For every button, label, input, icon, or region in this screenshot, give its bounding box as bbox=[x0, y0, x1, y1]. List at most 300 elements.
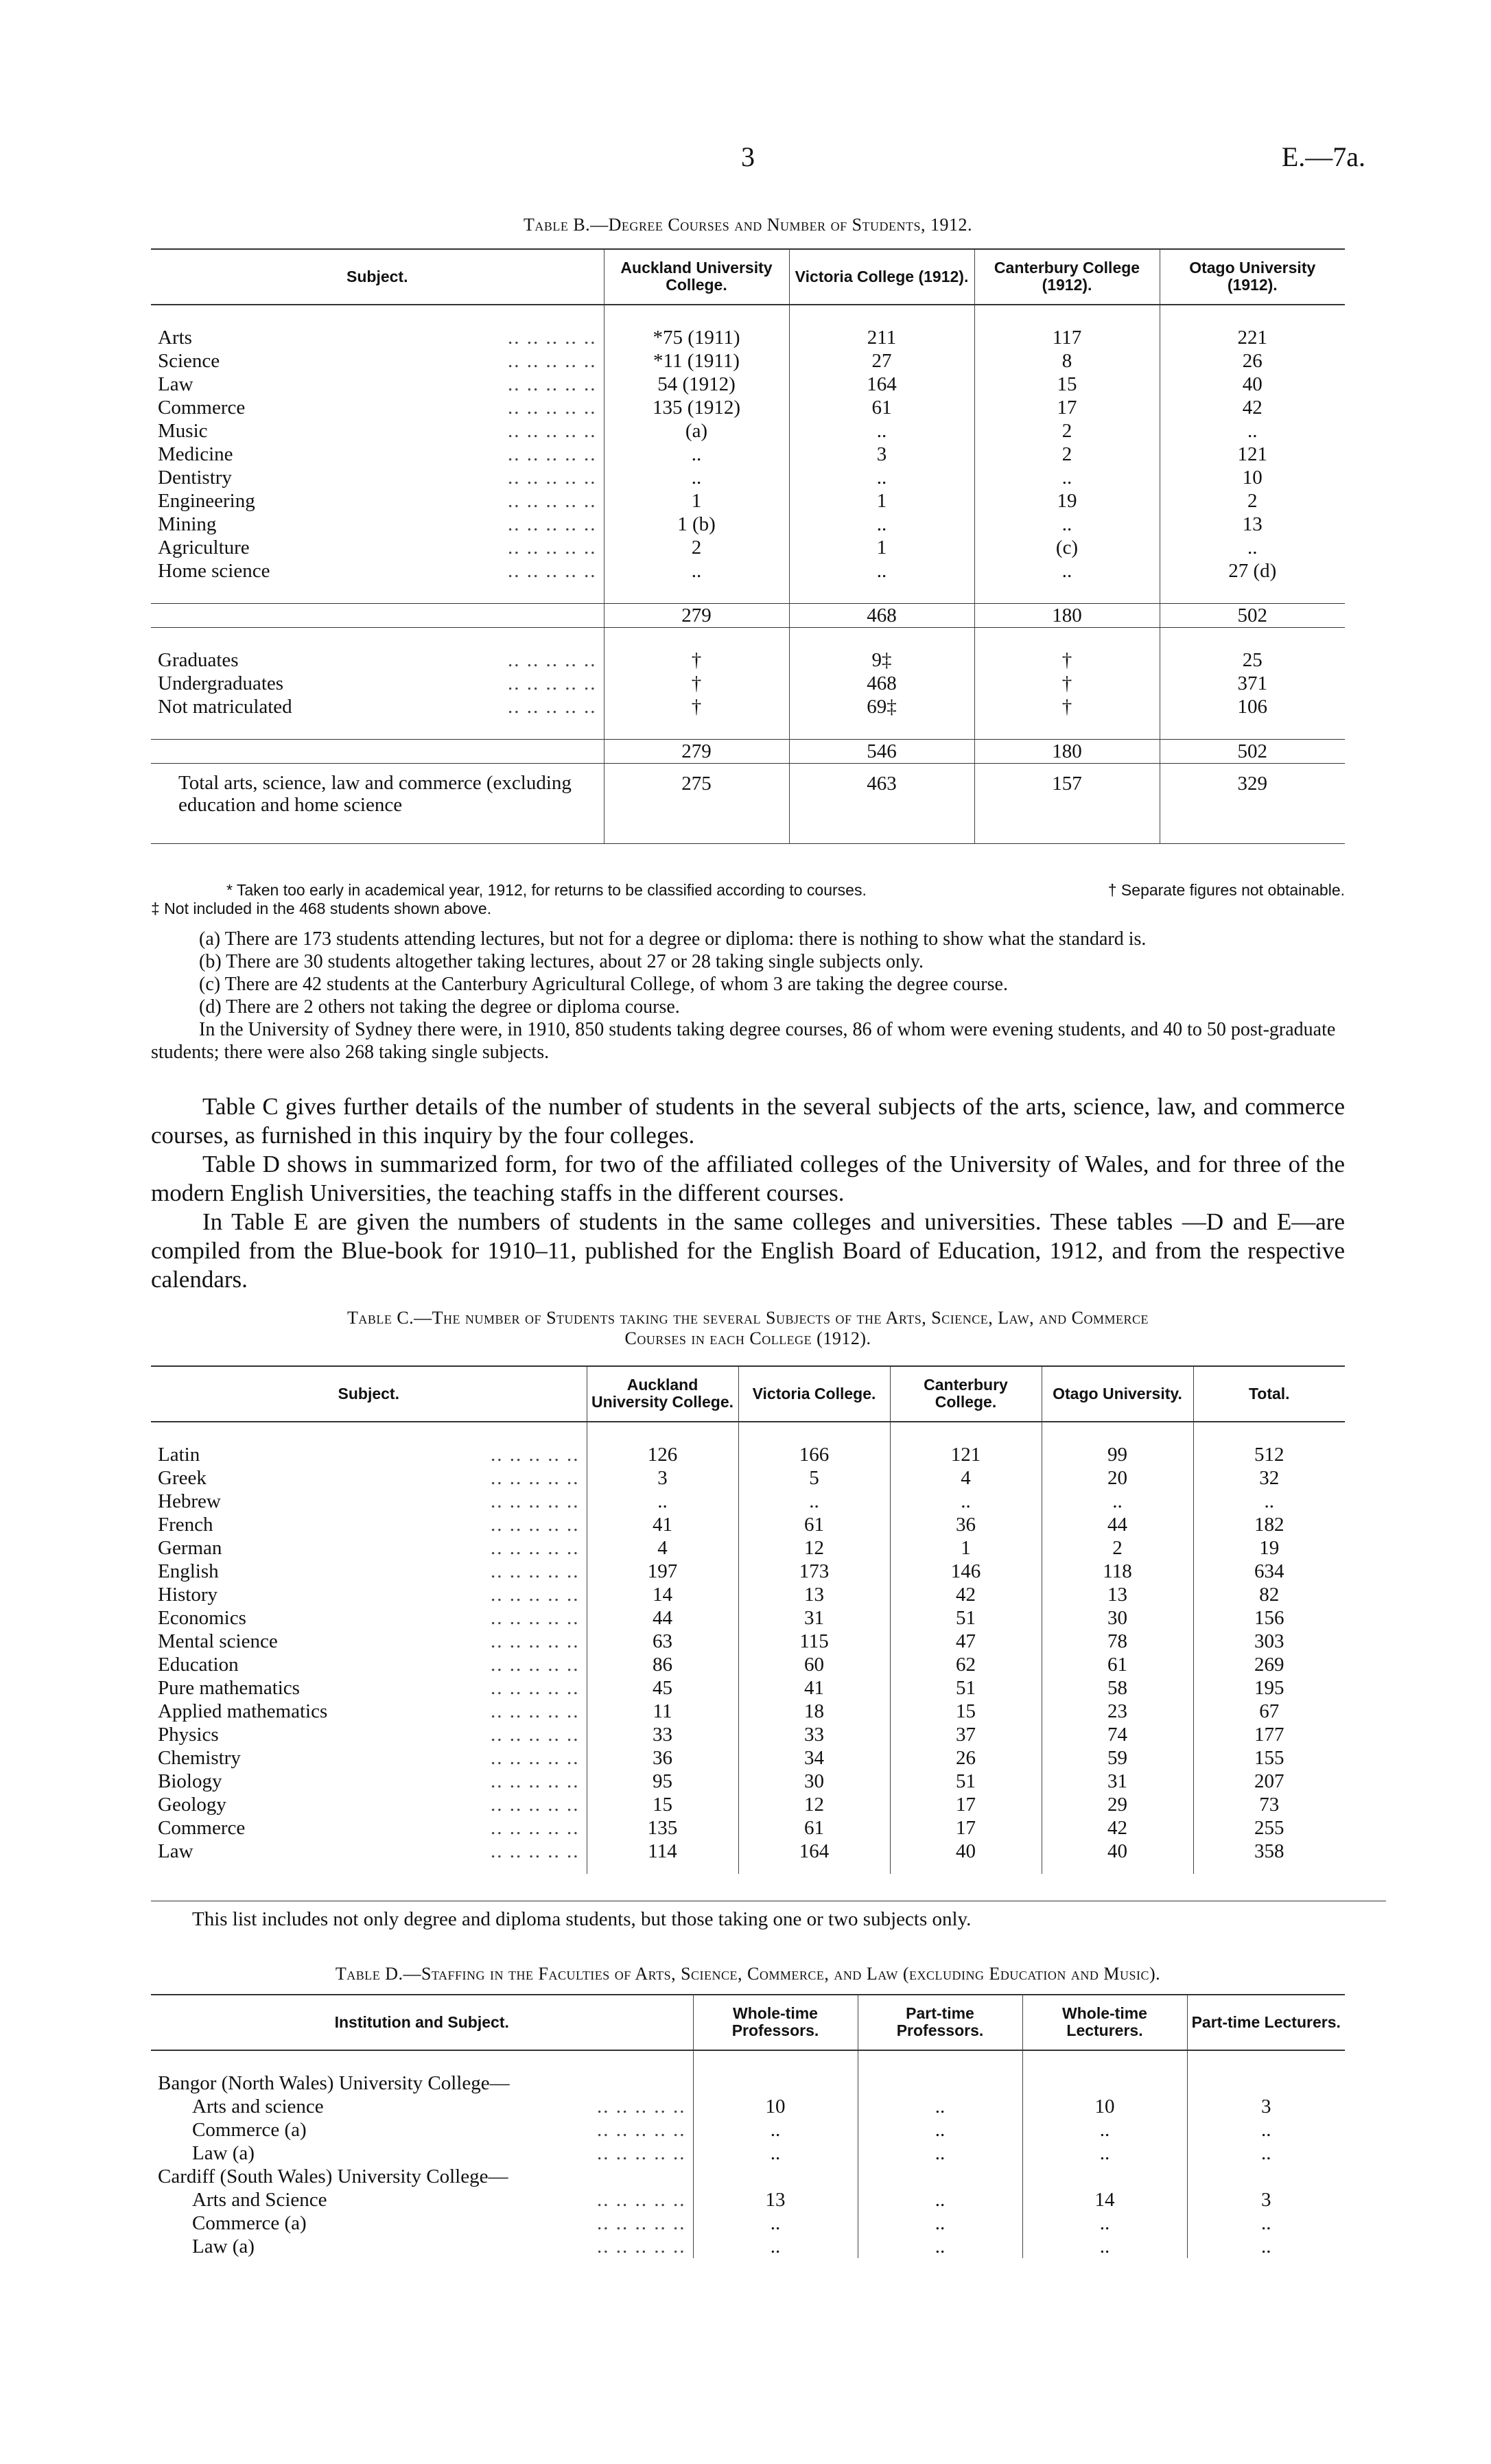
subject-label: Applied mathematics bbox=[158, 1700, 328, 1722]
value: 197 bbox=[647, 1560, 678, 1582]
value: 195 bbox=[1254, 1676, 1284, 1699]
value-cell bbox=[1022, 2095, 1187, 2118]
value-cell bbox=[587, 1676, 738, 1700]
value: 36 bbox=[653, 1746, 672, 1769]
value: 126 bbox=[647, 1443, 678, 1466]
value-cell bbox=[587, 1770, 738, 1793]
leader-dots: .. .. .. .. .. bbox=[491, 1746, 580, 1769]
spacer-cell bbox=[974, 627, 1160, 648]
subject-cell bbox=[151, 1513, 587, 1536]
value: 135 (1912) bbox=[652, 396, 741, 419]
leader-dots: .. .. .. .. .. bbox=[491, 1816, 580, 1839]
value-cell bbox=[1042, 1700, 1193, 1723]
spacer-cell bbox=[1042, 1422, 1193, 1443]
subject-label: Mining bbox=[158, 513, 217, 535]
value-cell bbox=[604, 466, 789, 489]
spacer-cell bbox=[151, 305, 604, 326]
subject-label: Not matriculated bbox=[158, 695, 292, 718]
value: 20 bbox=[1107, 1466, 1127, 1489]
value: 78 bbox=[1107, 1630, 1127, 1652]
value-cell bbox=[738, 1583, 890, 1606]
subject-cell bbox=[151, 1793, 587, 1816]
rule-cell bbox=[890, 1863, 1042, 1874]
table-b-footnotes bbox=[151, 881, 1345, 918]
rule-cell bbox=[738, 1863, 890, 1874]
value: 19 bbox=[1057, 489, 1077, 512]
spacer-row bbox=[151, 583, 1345, 604]
subject-cell bbox=[151, 373, 604, 396]
value: 5 bbox=[809, 1466, 819, 1489]
subject-label: Physics bbox=[158, 1723, 219, 1746]
value-cell bbox=[1042, 1443, 1193, 1466]
table-d-header-institution: Institution and Subject. bbox=[151, 1995, 693, 2050]
subject-cell bbox=[151, 1560, 587, 1583]
value: (c) bbox=[1055, 536, 1079, 559]
value-cell bbox=[587, 1630, 738, 1653]
value-cell bbox=[738, 1653, 890, 1676]
value: † bbox=[691, 648, 702, 671]
value-cell bbox=[738, 1630, 890, 1653]
table-row bbox=[151, 2188, 1345, 2211]
value-cell bbox=[974, 763, 1160, 830]
table-b-header-otago: Otago University (1912). bbox=[1160, 249, 1345, 305]
value-cell bbox=[1160, 739, 1345, 763]
value: 221 bbox=[1237, 326, 1267, 349]
value: 47 bbox=[956, 1630, 976, 1652]
table-d-header-pt-professors: Part-time Professors. bbox=[858, 1995, 1022, 2050]
value: 106 bbox=[1237, 695, 1267, 718]
value-cell bbox=[858, 2095, 1022, 2118]
value-cell bbox=[1042, 1560, 1193, 1583]
value: † bbox=[691, 695, 702, 718]
table-c-header-auckland: Auckland University College. bbox=[587, 1366, 738, 1422]
value-cell bbox=[890, 1653, 1042, 1676]
value-cell bbox=[1160, 349, 1345, 373]
value-cell bbox=[1022, 2188, 1187, 2211]
table-c-caption-line2: Courses in each College (1912). bbox=[624, 1328, 871, 1348]
value: 1 bbox=[876, 536, 887, 559]
value: .. bbox=[935, 2235, 946, 2257]
value: 463 bbox=[867, 772, 897, 795]
value-cell bbox=[1042, 1816, 1193, 1840]
subject-label: History bbox=[158, 1583, 218, 1606]
table-row bbox=[151, 513, 1345, 536]
value-cell bbox=[890, 1513, 1042, 1536]
subject-label: Hebrew bbox=[158, 1490, 221, 1512]
table-row bbox=[151, 489, 1345, 513]
table-c-header-subject: Subject. bbox=[151, 1366, 587, 1422]
subject-label: Commerce bbox=[158, 396, 246, 419]
subtotal-row bbox=[151, 603, 1345, 627]
spacer-cell bbox=[1160, 583, 1345, 604]
subject-cell bbox=[151, 443, 604, 466]
value-cell bbox=[1160, 396, 1345, 419]
value: 36 bbox=[956, 1513, 976, 1536]
value: 1 bbox=[691, 489, 702, 512]
leader-dots: .. .. .. .. .. bbox=[508, 489, 597, 512]
value: 25 bbox=[1242, 648, 1263, 671]
leader-dots: .. .. .. .. .. bbox=[597, 2211, 686, 2234]
subject-cell bbox=[151, 1536, 587, 1560]
page-number: 3 bbox=[741, 141, 755, 172]
value-cell bbox=[974, 443, 1160, 466]
subject-cell bbox=[151, 1583, 587, 1606]
paragraph: Table D shows in summarized form, for two of the affiliated colleges of the University of Wales, and for three of the modern English Universities, the teaching staffs in the different courses. bbox=[151, 1151, 1345, 1206]
subject-cell bbox=[151, 648, 604, 672]
spacer-cell bbox=[604, 718, 789, 740]
value: 275 bbox=[681, 772, 712, 795]
value-cell bbox=[858, 2072, 1022, 2095]
leader-dots: .. .. .. .. .. bbox=[508, 419, 597, 442]
value-cell bbox=[587, 1490, 738, 1513]
value-cell bbox=[1193, 1513, 1345, 1536]
rule-cell bbox=[1193, 1863, 1345, 1874]
leader-dots: .. .. .. .. .. bbox=[491, 1630, 580, 1652]
leader-dots: .. .. .. .. .. bbox=[597, 2118, 686, 2141]
value-cell bbox=[1160, 763, 1345, 830]
value-cell bbox=[1193, 1653, 1345, 1676]
value: 117 bbox=[1052, 326, 1082, 349]
value-cell bbox=[789, 513, 974, 536]
value-cell bbox=[738, 1840, 890, 1863]
table-b-header-victoria: Victoria College (1912). bbox=[789, 249, 974, 305]
value: 211 bbox=[867, 326, 897, 349]
leader-dots: .. .. .. .. .. bbox=[508, 559, 597, 582]
table-row bbox=[151, 648, 1345, 672]
value-cell bbox=[1193, 1676, 1345, 1700]
subject-label: Commerce (a) bbox=[192, 2118, 307, 2141]
value: 115 bbox=[799, 1630, 829, 1652]
value-cell bbox=[587, 1560, 738, 1583]
value: 121 bbox=[1237, 443, 1267, 465]
value: 3 bbox=[876, 443, 887, 465]
leader-dots: .. .. .. .. .. bbox=[508, 536, 597, 559]
spacer-cell bbox=[974, 718, 1160, 740]
value-cell bbox=[604, 443, 789, 466]
subject-cell bbox=[151, 1840, 587, 1863]
empty-cell bbox=[151, 739, 604, 763]
subject-label: German bbox=[158, 1536, 222, 1559]
value: 371 bbox=[1237, 672, 1267, 694]
value-cell bbox=[1193, 1606, 1345, 1630]
value-cell bbox=[1187, 2072, 1345, 2095]
value-cell bbox=[1187, 2188, 1345, 2211]
subject-cell bbox=[151, 326, 604, 349]
value: 99 bbox=[1107, 1443, 1127, 1466]
spacer-row bbox=[151, 1422, 1345, 1443]
closing-rule bbox=[151, 1863, 1345, 1874]
subject-label: Chemistry bbox=[158, 1746, 241, 1769]
value-cell bbox=[1187, 2211, 1345, 2235]
value: 10 bbox=[765, 2095, 786, 2117]
value: .. bbox=[876, 419, 887, 442]
leader-dots: .. .. .. .. .. bbox=[491, 1676, 580, 1699]
subject-label: Dentistry bbox=[158, 466, 232, 489]
spacer-cell bbox=[738, 1422, 890, 1443]
table-row bbox=[151, 1606, 1345, 1630]
table-c-caption bbox=[151, 1308, 1345, 1349]
value: 61 bbox=[804, 1513, 824, 1536]
subject-label: English bbox=[158, 1560, 219, 1582]
value-cell bbox=[890, 1583, 1042, 1606]
value-cell bbox=[1022, 2142, 1187, 2165]
value: .. bbox=[1112, 1490, 1123, 1512]
value-cell bbox=[1193, 1770, 1345, 1793]
value-cell bbox=[587, 1443, 738, 1466]
value: (a) bbox=[685, 419, 708, 442]
value: 468 bbox=[867, 672, 897, 694]
value: .. bbox=[935, 2142, 946, 2164]
subject-label: Science bbox=[158, 349, 220, 372]
subject-label: Graduates bbox=[158, 648, 239, 671]
table-d bbox=[151, 1994, 1345, 2258]
value: 11 bbox=[653, 1700, 672, 1722]
value-cell bbox=[604, 489, 789, 513]
value: .. bbox=[1247, 536, 1258, 559]
value: 41 bbox=[804, 1676, 824, 1699]
value-cell bbox=[587, 1816, 738, 1840]
subject-cell bbox=[151, 396, 604, 419]
leader-dots: .. .. .. .. .. bbox=[491, 1653, 580, 1676]
value: .. bbox=[691, 443, 702, 465]
value: .. bbox=[935, 2188, 946, 2211]
subject-cell bbox=[151, 1653, 587, 1676]
value-cell bbox=[587, 1700, 738, 1723]
value: 279 bbox=[681, 740, 712, 762]
rule-cell bbox=[151, 830, 604, 844]
value: 2 bbox=[691, 536, 702, 559]
value-cell bbox=[974, 513, 1160, 536]
value-cell bbox=[1022, 2211, 1187, 2235]
table-row bbox=[151, 536, 1345, 559]
value-cell bbox=[789, 672, 974, 695]
value-cell bbox=[890, 1536, 1042, 1560]
value-cell bbox=[1160, 419, 1345, 443]
value-cell bbox=[1160, 559, 1345, 583]
value: 3 bbox=[1261, 2188, 1271, 2211]
leader-dots: .. .. .. .. .. bbox=[491, 1490, 580, 1512]
leader-dots: .. .. .. .. .. bbox=[597, 2188, 686, 2211]
table-d-caption: Table D.—Staffing in the Faculties of Arts, Science, Commerce, and Law (excluding Education and Music). bbox=[335, 1964, 1161, 1984]
value: 468 bbox=[867, 604, 897, 626]
value-cell bbox=[1193, 1443, 1345, 1466]
value-cell bbox=[789, 419, 974, 443]
value: .. bbox=[876, 559, 887, 582]
value: 40 bbox=[1107, 1840, 1127, 1862]
value-cell bbox=[604, 695, 789, 718]
table-b-header-subject: Subject. bbox=[151, 249, 604, 305]
value-cell bbox=[974, 349, 1160, 373]
value-cell bbox=[974, 326, 1160, 349]
value: 182 bbox=[1254, 1513, 1284, 1536]
value: 1 bbox=[961, 1536, 971, 1559]
value-cell bbox=[1193, 1816, 1345, 1840]
table-row bbox=[151, 373, 1345, 396]
table-row bbox=[151, 1676, 1345, 1700]
value: 180 bbox=[1052, 604, 1082, 626]
value: 42 bbox=[956, 1583, 976, 1606]
subject-label: Biology bbox=[158, 1770, 222, 1792]
subject-label: Medicine bbox=[158, 443, 233, 465]
spacer-row bbox=[151, 718, 1345, 740]
value-cell bbox=[890, 1793, 1042, 1816]
value-cell bbox=[789, 695, 974, 718]
value: 51 bbox=[956, 1676, 976, 1699]
value: 14 bbox=[653, 1583, 672, 1606]
table-b-caption: Table B.—Degree Courses and Number of Students, 1912. bbox=[523, 215, 973, 235]
total-label: Total arts, science, law and commerce (excluding education and home science bbox=[178, 771, 572, 816]
value-cell bbox=[1042, 1793, 1193, 1816]
value-cell bbox=[1042, 1630, 1193, 1653]
value-cell bbox=[738, 1723, 890, 1746]
subject-label: Education bbox=[158, 1653, 239, 1676]
value-cell bbox=[738, 1490, 890, 1513]
rule-cell bbox=[1042, 1863, 1193, 1874]
value-cell bbox=[974, 559, 1160, 583]
value: 33 bbox=[653, 1723, 672, 1746]
footnote-double-dagger: ‡ Not included in the 468 students shown above. bbox=[151, 900, 492, 917]
table-row bbox=[151, 2118, 1345, 2142]
value: 3 bbox=[657, 1466, 668, 1489]
footnote-star: * Taken too early in academical year, 1912, for returns to be classified according to courses. bbox=[226, 881, 867, 899]
note-line: (d) There are 2 others not taking the degree or diploma course. bbox=[199, 996, 680, 1018]
table-row bbox=[151, 1840, 1345, 1863]
value-cell bbox=[587, 1723, 738, 1746]
value-cell bbox=[1187, 2095, 1345, 2118]
value: 502 bbox=[1237, 604, 1267, 626]
leader-dots: .. .. .. .. .. bbox=[491, 1700, 580, 1722]
subject-cell bbox=[151, 1606, 587, 1630]
subject-cell bbox=[151, 1466, 587, 1490]
subject-cell bbox=[151, 695, 604, 718]
value: 303 bbox=[1254, 1630, 1284, 1652]
value: 156 bbox=[1254, 1606, 1284, 1629]
value: 9‡ bbox=[871, 648, 892, 671]
leader-dots: .. .. .. .. .. bbox=[491, 1443, 580, 1466]
value-cell bbox=[604, 419, 789, 443]
leader-dots: .. .. .. .. .. bbox=[508, 513, 597, 535]
table-row bbox=[151, 349, 1345, 373]
total-label-cell bbox=[151, 763, 604, 830]
leader-dots: .. .. .. .. .. bbox=[597, 2142, 686, 2164]
value-cell bbox=[604, 536, 789, 559]
rule-cell bbox=[151, 1863, 587, 1874]
value-cell bbox=[789, 443, 974, 466]
value-cell bbox=[890, 1443, 1042, 1466]
value: .. bbox=[1099, 2142, 1110, 2164]
value: † bbox=[1061, 648, 1072, 671]
value-cell bbox=[1022, 2235, 1187, 2258]
table-row bbox=[151, 1770, 1345, 1793]
subject-label: Cardiff (South Wales) University College— bbox=[158, 2165, 508, 2187]
value-cell bbox=[789, 763, 974, 830]
table-row bbox=[151, 672, 1345, 695]
value: .. bbox=[1261, 2235, 1271, 2257]
value-cell bbox=[1160, 373, 1345, 396]
spacer-cell bbox=[693, 2050, 858, 2072]
value-cell bbox=[890, 1466, 1042, 1490]
value-cell bbox=[1042, 1840, 1193, 1863]
subject-label: Latin bbox=[158, 1443, 200, 1466]
subject-label: Commerce bbox=[158, 1816, 246, 1839]
value: 15 bbox=[956, 1700, 976, 1722]
subject-cell bbox=[151, 1816, 587, 1840]
value: .. bbox=[691, 559, 702, 582]
table-c-header-total: Total. bbox=[1193, 1366, 1345, 1422]
spacer-cell bbox=[604, 627, 789, 648]
value: 61 bbox=[804, 1816, 824, 1839]
value: 34 bbox=[804, 1746, 824, 1769]
value-cell bbox=[890, 1816, 1042, 1840]
spacer-cell bbox=[587, 1422, 738, 1443]
value: .. bbox=[1261, 2142, 1271, 2164]
value-cell bbox=[1042, 1723, 1193, 1746]
value-cell bbox=[1160, 648, 1345, 672]
note-line: (b) There are 30 students altogether taking lectures, about 27 or 28 taking single subjects only. bbox=[199, 951, 924, 972]
subject-cell bbox=[151, 559, 604, 583]
subject-cell bbox=[151, 1443, 587, 1466]
leader-dots: .. .. .. .. .. bbox=[491, 1840, 580, 1862]
value: 41 bbox=[653, 1513, 672, 1536]
value-cell bbox=[738, 1770, 890, 1793]
value-cell bbox=[604, 603, 789, 627]
value-cell bbox=[587, 1840, 738, 1863]
subject-cell bbox=[151, 1746, 587, 1770]
leader-dots: .. .. .. .. .. bbox=[508, 648, 597, 671]
value-cell bbox=[858, 2188, 1022, 2211]
subject-cell bbox=[151, 2095, 693, 2118]
value: 42 bbox=[1107, 1816, 1127, 1839]
subject-label: Economics bbox=[158, 1606, 246, 1629]
leader-dots: .. .. .. .. .. bbox=[491, 1583, 580, 1606]
value-cell bbox=[738, 1536, 890, 1560]
table-d-header-pt-lecturers: Part-time Lecturers. bbox=[1187, 1995, 1345, 2050]
table-row bbox=[151, 1513, 1345, 1536]
subject-label: Greek bbox=[158, 1466, 207, 1489]
value: 157 bbox=[1052, 772, 1082, 795]
value-cell bbox=[738, 1606, 890, 1630]
rule-cell bbox=[789, 830, 974, 844]
value: 255 bbox=[1254, 1816, 1284, 1839]
value-cell bbox=[738, 1676, 890, 1700]
value: 37 bbox=[956, 1723, 976, 1746]
value: 10 bbox=[1242, 466, 1263, 489]
value: .. bbox=[935, 2211, 946, 2234]
value-cell bbox=[1160, 536, 1345, 559]
value: 15 bbox=[1057, 373, 1077, 395]
table-row bbox=[151, 2235, 1345, 2258]
value-cell bbox=[1042, 1653, 1193, 1676]
value: 13 bbox=[804, 1583, 824, 1606]
table-row bbox=[151, 1466, 1345, 1490]
value: .. bbox=[770, 2235, 781, 2257]
empty-cell bbox=[151, 603, 604, 627]
value: 177 bbox=[1254, 1723, 1284, 1746]
subject-cell bbox=[151, 419, 604, 443]
value: .. bbox=[876, 466, 887, 489]
value: 155 bbox=[1254, 1746, 1284, 1769]
value-cell bbox=[858, 2165, 1022, 2188]
value: .. bbox=[1061, 466, 1072, 489]
value: *75 (1911) bbox=[653, 326, 740, 349]
subject-label: Law bbox=[158, 373, 193, 395]
closing-rule bbox=[151, 830, 1345, 844]
value-cell bbox=[604, 763, 789, 830]
value-cell bbox=[738, 1793, 890, 1816]
value-cell bbox=[890, 1676, 1042, 1700]
spacer-cell bbox=[1160, 305, 1345, 326]
value-cell bbox=[1193, 1723, 1345, 1746]
